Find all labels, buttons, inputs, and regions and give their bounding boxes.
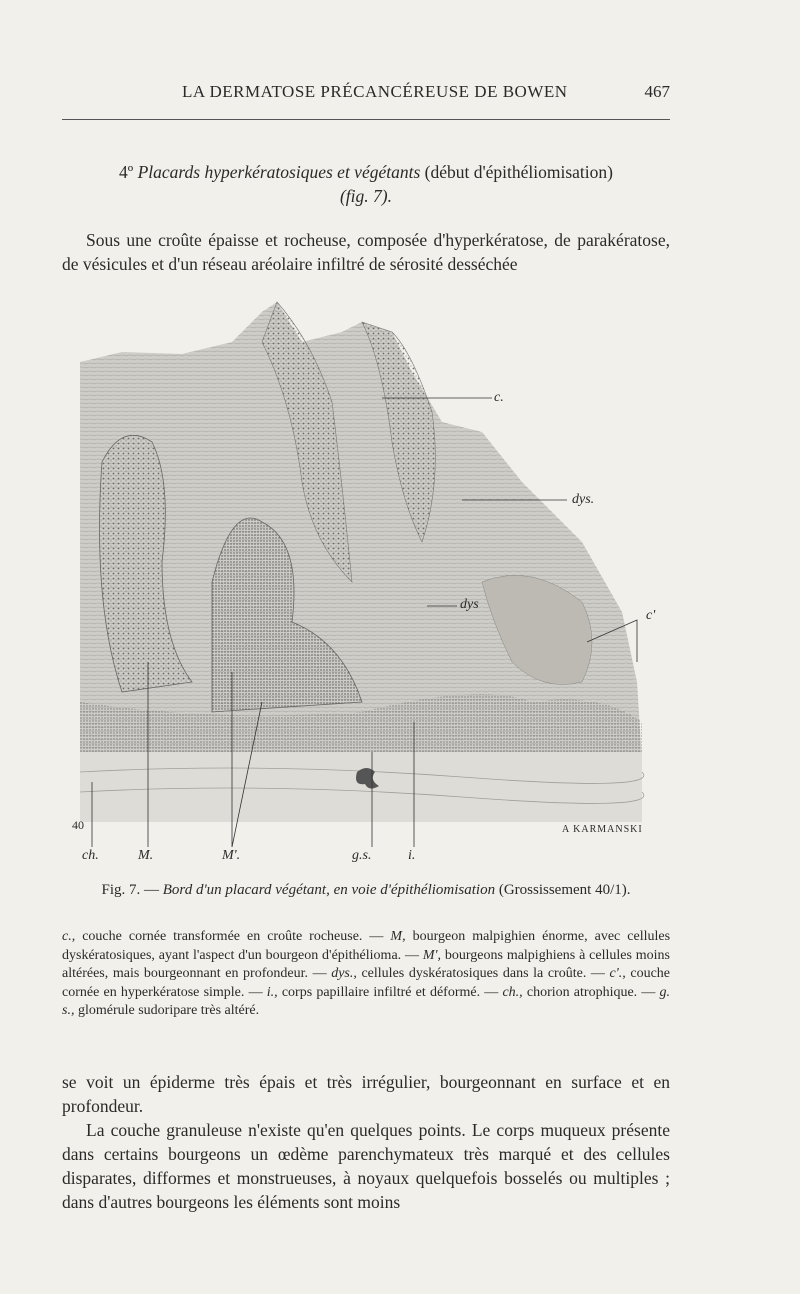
legend-abbr: M', [422, 947, 442, 963]
legend-text: couche cornée transformée en croûte rocheuse. — [82, 929, 384, 944]
section-title [62, 160, 670, 208]
artist-signature: A KARMANSKI [562, 824, 643, 835]
label-i: i. [408, 848, 416, 863]
legend-abbr: dys., [331, 966, 357, 981]
legend-abbr: g. s., [62, 984, 671, 1018]
label-ch: ch. [82, 848, 99, 863]
figure-caption-title: Fig. 7. — Bord d'un placard végétant, en voie d'épithéliomisation (Grossissement 40/1). [101, 882, 631, 898]
section-number: 4º [119, 162, 134, 182]
label-gs: g.s. [352, 848, 372, 863]
legend-text: cellules dyskératosiques dans la croûte. — [361, 966, 605, 981]
legend-abbr: ch., [502, 984, 523, 1000]
paragraph-after-figure: se voit un épiderme très épais et très irrégulier, bourgeonnant en surface et en profondeur. [62, 1072, 670, 1116]
legend-text: bourgeons malpighiens à cellules moins altérées, mais bourgeonnant en profondeur. — [62, 947, 671, 981]
label-dys-top: dys. [572, 492, 595, 507]
figure-caption-legend [62, 928, 670, 1021]
paragraph-granular-layer: La couche granuleuse n'existe qu'en quelques points. Le corps muqueux présente dans certains bourgeons un œdème parenchymateux très marqué et des cellules disparates, difformes et monstrueuses, à noyaux quelquefois bosselés ou multiples ; dans d'autres bourgeons les éléments sont moins [62, 1120, 670, 1212]
legend-text: chorion atrophique. — [526, 984, 656, 1000]
legend-text: bourgeon malpighien énorme, avec cellules dyskératosiques, ayant l'aspect d'un bourgeon d'épithélioma. — [62, 929, 671, 963]
legend-text: corps papillaire infiltré et déformé. — [281, 984, 499, 1000]
histology-figure [62, 282, 670, 862]
label-M: M. [138, 848, 154, 863]
label-c: c. [494, 390, 504, 405]
label-c-prime: c' [646, 608, 656, 623]
legend-abbr: M, [390, 929, 406, 944]
section-title-italic: Placards hyperkératosiques et végétants [137, 162, 421, 182]
paragraph-intro: Sous une croûte épaisse et rocheuse, composée d'hyperkératose, de parakératose, de vésicules et d'un réseau aréolaire infiltré de sérosité desséchée [62, 230, 670, 274]
caption-title-rest: (Grossissement 40/1). [498, 882, 631, 898]
page-header [62, 80, 670, 108]
section-fig-ref: (fig. 7). [339, 186, 392, 206]
histology-illustration [62, 282, 670, 862]
section-title-rest: (début d'épithéliomisation) [424, 162, 613, 182]
legend-abbr: c., [62, 929, 76, 944]
caption-title-italic: Bord d'un placard végétant, en voie d'épithéliomisation [162, 882, 496, 898]
figure-label: Fig. 7. [101, 882, 141, 898]
legend-abbr: i., [266, 984, 278, 1000]
label-scale: 40 [72, 818, 84, 832]
legend-text: couche cornée en hyperkératose simple. — [62, 966, 671, 1000]
legend-text: glomérule sudoripare très altéré. [77, 1003, 260, 1018]
header-rule [62, 119, 670, 120]
label-M-prime: M'. [222, 848, 241, 863]
chorion [80, 752, 642, 822]
legend-abbr: c'., [609, 966, 626, 981]
page-number: 467 [644, 82, 670, 101]
running-head: LA DERMATOSE PRÉCANCÉREUSE DE BOWEN [182, 82, 568, 101]
label-dys-mid: dys [460, 597, 479, 612]
